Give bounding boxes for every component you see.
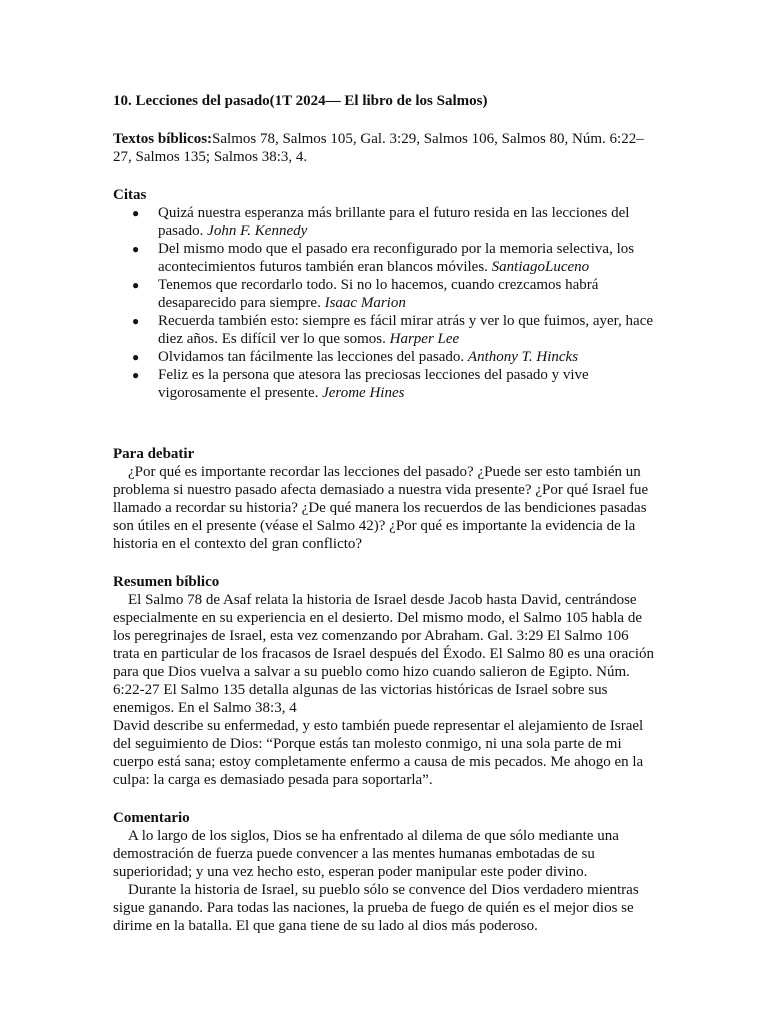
quotes-list <box>113 204 655 402</box>
quote-author: Anthony T. Hincks <box>467 349 579 365</box>
bullet-icon: ● <box>132 242 140 256</box>
bullet-icon: ● <box>132 206 140 220</box>
quote-item <box>113 312 655 348</box>
quote-text: Del mismo modo que el pasado era reconfigurado por la memoria selectiva, los acontecimientos futuros también eran blancos móviles. <box>158 241 635 275</box>
spacer <box>113 553 655 573</box>
document-page <box>113 92 655 935</box>
spacer <box>113 789 655 809</box>
debate-heading: Para debatir <box>113 446 195 462</box>
quote-item <box>113 240 655 276</box>
summary-paragraph: David describe su enfermedad, y esto también puede representar el alejamiento de Israel del seguimiento de Dios: “Porque estás tan molesto conmigo, ni una sola parte de mi cuerpo está sana; estoy completamente enfermo a causa de mis pecados. Me ahogo en la culpa: la carga es demasiado pesada para soportarla”. <box>113 718 644 788</box>
spacer <box>113 402 655 445</box>
quote-item <box>113 276 655 312</box>
quote-author: Isaac Marion <box>324 295 406 311</box>
commentary-paragraph: Durante la historia de Israel, su pueblo sólo se convence del Dios verdadero mientras sigue ganando. Para todas las naciones, la prueba de fuego de quién es el mejor dios se dirime en la batalla. El que gana tiene de su lado al dios más poderoso. <box>113 882 639 934</box>
commentary-heading: Comentario <box>113 810 190 826</box>
debate-paragraph: ¿Por qué es importante recordar las lecciones del pasado? ¿Puede ser esto también un problema si nuestro pasado afecta demasiado a nuestra vida presente? ¿Por qué Israel fue llamado a recordar su historia? ¿De qué manera los recuerdos de las bendiciones pasadas son útiles en el presente (véase el Salmo 42)? ¿Por qué es importante la evidencia de la historia en el contexto del gran conflicto? <box>113 464 649 552</box>
quote-item <box>113 348 655 366</box>
quote-text: Feliz es la persona que atesora las preciosas lecciones del pasado y vive vigorosamente el presente. <box>158 367 589 401</box>
quote-author: SantiagoLuceno <box>491 259 590 275</box>
bullet-icon: ● <box>132 278 140 292</box>
quote-author: Jerome Hines <box>322 385 405 401</box>
bullet-icon: ● <box>132 350 140 364</box>
quotes-heading: Citas <box>113 187 147 203</box>
bible-texts-label: Textos bíblicos: <box>113 131 213 147</box>
quote-text: Quizá nuestra esperanza más brillante para el futuro resida en las lecciones del pasado. <box>158 205 630 239</box>
bible-texts <box>113 130 655 166</box>
quote-text: Recuerda también esto: siempre es fácil mirar atrás y ver lo que fuimos, ayer, hace diez años. Es difícil ver lo que somos. <box>158 313 654 347</box>
quote-author: Harper Lee <box>389 331 460 347</box>
quote-author: John F. Kennedy <box>207 223 308 239</box>
bible-texts-value: Salmos 78, Salmos 105, Gal. 3:29, Salmos 106, Salmos 80, Núm. 6:22–27, Salmos 135; Salmos 38:3, 4. <box>113 131 644 165</box>
quote-item <box>113 366 655 402</box>
bullet-icon: ● <box>132 368 140 382</box>
bullet-icon: ● <box>132 314 140 328</box>
quote-item <box>113 204 655 240</box>
quote-text: Tenemos que recordarlo todo. Si no lo hacemos, cuando crezcamos habrá desaparecido para siempre. <box>158 277 599 311</box>
summary-heading: Resumen bíblico <box>113 574 220 590</box>
document-title: 10. Lecciones del pasado(1T 2024— El libro de los Salmos) <box>113 93 488 109</box>
commentary-paragraph: A lo largo de los siglos, Dios se ha enfrentado al dilema de que sólo mediante una demostración de fuerza puede convencer a las mentes humanas embotadas de su superioridad; y una vez hecho esto, esperan poder manipular este poder divino. <box>113 828 619 880</box>
quote-text: Olvidamos tan fácilmente las lecciones del pasado. <box>158 349 468 365</box>
summary-paragraph: El Salmo 78 de Asaf relata la historia de Israel desde Jacob hasta David, centrándose especialmente en su experiencia en el desierto. Del mismo modo, el Salmo 105 habla de los peregrinajes de Israel, esta vez comenzando por Abraham. Gal. 3:29 El Salmo 106 trata en particular de los fracasos de Israel después del Éxodo. El Salmo 80 es una oración para que Dios vuelva a salvar a su pueblo como hizo cuando salieron de Egipto. Núm. 6:22-27 El Salmo 135 detalla algunas de las victorias históricas de Israel sobre sus enemigos. En el Salmo 38:3, 4 <box>113 592 655 716</box>
